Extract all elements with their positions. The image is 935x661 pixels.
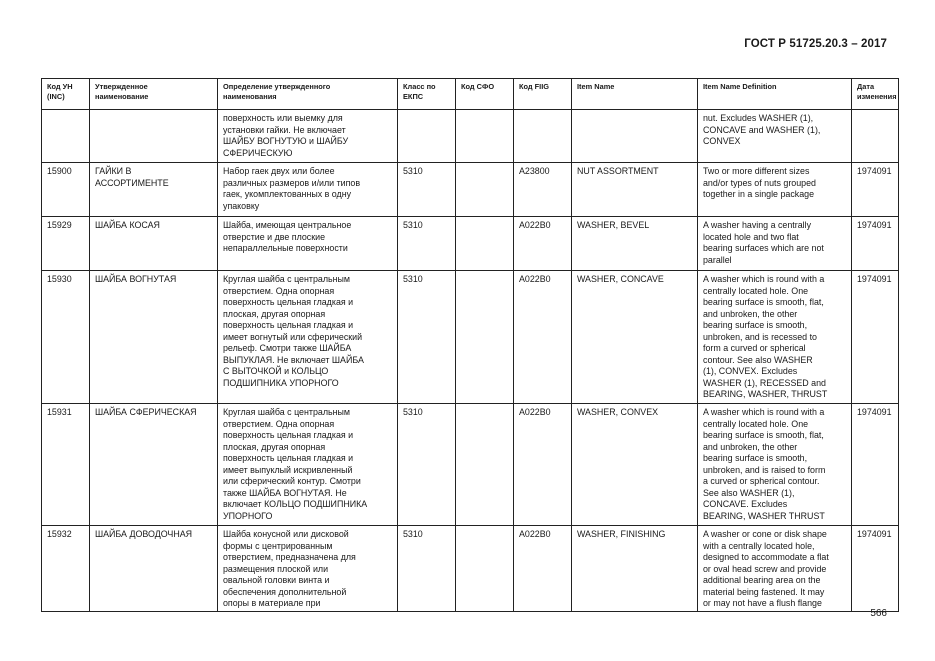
column-header-inc-code: Код УН (INC) [42,79,90,110]
cell-fiig-code: A23800 [514,163,572,217]
cell-inc-code: 15932 [42,526,90,612]
column-header-name-definition: Определение утвержденного наименования [218,79,398,110]
cell-approved-name [90,110,218,163]
cell-item-name: WASHER, CONVEX [572,404,698,526]
cell-approved-name: ШАЙБА СФЕРИЧЕСКАЯ [90,404,218,526]
cell-change-date: 1974091 [852,217,899,271]
table-row-15900 [42,163,899,217]
cell-sfo-code [456,110,514,163]
column-header-fiig-code: Код FIIG [514,79,572,110]
cell-item-name-definition: Two or more different sizes and/or types of nuts grouped together in a single package [698,163,852,217]
cell-change-date: 1974091 [852,163,899,217]
cell-item-name-definition: A washer which is round with a centrally located hole. One bearing surface is smooth, flat, and unbroken, the other bearing surface is smooth, unbroken, and is raised to form a curved or spherical contour. See also WASHER (1), CONCAVE. Excludes BEARING, WASHER THRUST [698,404,852,526]
column-header-sfo-code: Код СФО [456,79,514,110]
cell-ekps-class: 5310 [398,526,456,612]
table-row-15932 [42,526,899,612]
cell-name-definition: Круглая шайба с центральным отверстием. Одна опорная поверхность цельная гладкая и плоская, другая опорная поверхность цельная гладкая и имеет выпуклый искривленный или сферический контур. Смотри также ШАЙБА ВОГНУТАЯ. Не включает КОЛЬЦО ПОДШИПНИКА УПОРНОГО [218,404,398,526]
column-header-approved-name: Утвержденное наименование [90,79,218,110]
cell-change-date: 1974091 [852,526,899,612]
cell-ekps-class: 5310 [398,271,456,404]
cell-item-name-definition: A washer having a centrally located hole and two flat bearing surfaces which are not parallel [698,217,852,271]
cell-item-name: WASHER, CONCAVE [572,271,698,404]
cell-name-definition: Набор гаек двух или более различных размеров и/или типов гаек, укомплектованных в одну упаковку [218,163,398,217]
cell-approved-name: ШАЙБА ДОВОДОЧНАЯ [90,526,218,612]
cell-fiig-code: A022B0 [514,271,572,404]
cell-sfo-code [456,404,514,526]
cell-sfo-code [456,271,514,404]
table-header-row [42,79,899,110]
cell-change-date: 1974091 [852,271,899,404]
column-header-change-date: Дата изменения [852,79,899,110]
cell-approved-name: ШАЙБА ВОГНУТАЯ [90,271,218,404]
cell-inc-code: 15930 [42,271,90,404]
cell-name-definition: Шайба, имеющая центральное отверстие и две плоские непараллельные поверхности [218,217,398,271]
cell-item-name [572,110,698,163]
cell-name-definition: Круглая шайба с центральным отверстием. Одна опорная поверхность цельная гладкая и плоская, другая опорная поверхность цельная гладкая и имеет вогнутый или сферический рельеф. Смотри также ШАЙБА ВЫПУКЛАЯ. Не включает ШАЙБА С ВЫТОЧКОЙ и КОЛЬЦО ПОДШИПНИКА УПОРНОГО [218,271,398,404]
column-header-item-name: Item Name [572,79,698,110]
table-row-15930 [42,271,899,404]
cell-item-name-definition: A washer which is round with a centrally located hole. One bearing surface is smooth, flat, and unbroken, the other bearing surface is smooth, unbroken, and is recessed to form a curved or spherical contour. See also WASHER (1), CONVEX. Excludes WASHER (1), RECESSED and BEARING, WASHER, THRUST [698,271,852,404]
cell-ekps-class: 5310 [398,163,456,217]
cell-ekps-class: 5310 [398,404,456,526]
cell-ekps-class [398,110,456,163]
cell-item-name: NUT ASSORTMENT [572,163,698,217]
cell-item-name-definition: nut. Excludes WASHER (1), CONCAVE and WASHER (1), CONVEX [698,110,852,163]
table-row-15929 [42,217,899,271]
cell-name-definition: поверхность или выемку для установки гайки. Не включает ШАЙБУ ВОГНУТУЮ и ШАЙБУ СФЕРИЧЕСКУЮ [218,110,398,163]
cell-item-name: WASHER, FINISHING [572,526,698,612]
cell-sfo-code [456,217,514,271]
inc-definitions-table [41,78,899,612]
cell-change-date: 1974091 [852,404,899,526]
document-standard-header: ГОСТ Р 51725.20.3 – 2017 [744,38,887,50]
column-header-ekps-class: Класс по ЕКПС [398,79,456,110]
cell-sfo-code [456,526,514,612]
cell-change-date [852,110,899,163]
cell-inc-code: 15929 [42,217,90,271]
cell-item-name: WASHER, BEVEL [572,217,698,271]
cell-approved-name: ГАЙКИ В АССОРТИМЕНТЕ [90,163,218,217]
cell-fiig-code: A022B0 [514,404,572,526]
table-row-continuation [42,110,899,163]
cell-item-name-definition: A washer or cone or disk shape with a centrally located hole, designed to accommodate a flat or oval head screw and provide additional bearing area on the material being fastened. It may or may not have a flush flange [698,526,852,612]
cell-name-definition: Шайба конусной или дисковой формы с центрированным отверстием, предназначена для размещения плоской или овальной головки винта и обеспечения дополнительной опоры в материале при [218,526,398,612]
cell-fiig-code: A022B0 [514,217,572,271]
cell-inc-code [42,110,90,163]
column-header-item-name-definition: Item Name Definition [698,79,852,110]
cell-inc-code: 15900 [42,163,90,217]
cell-approved-name: ШАЙБА КОСАЯ [90,217,218,271]
cell-sfo-code [456,163,514,217]
cell-ekps-class: 5310 [398,217,456,271]
cell-fiig-code: A022B0 [514,526,572,612]
cell-inc-code: 15931 [42,404,90,526]
page-number: 566 [870,608,887,619]
table-row-15931 [42,404,899,526]
cell-fiig-code [514,110,572,163]
